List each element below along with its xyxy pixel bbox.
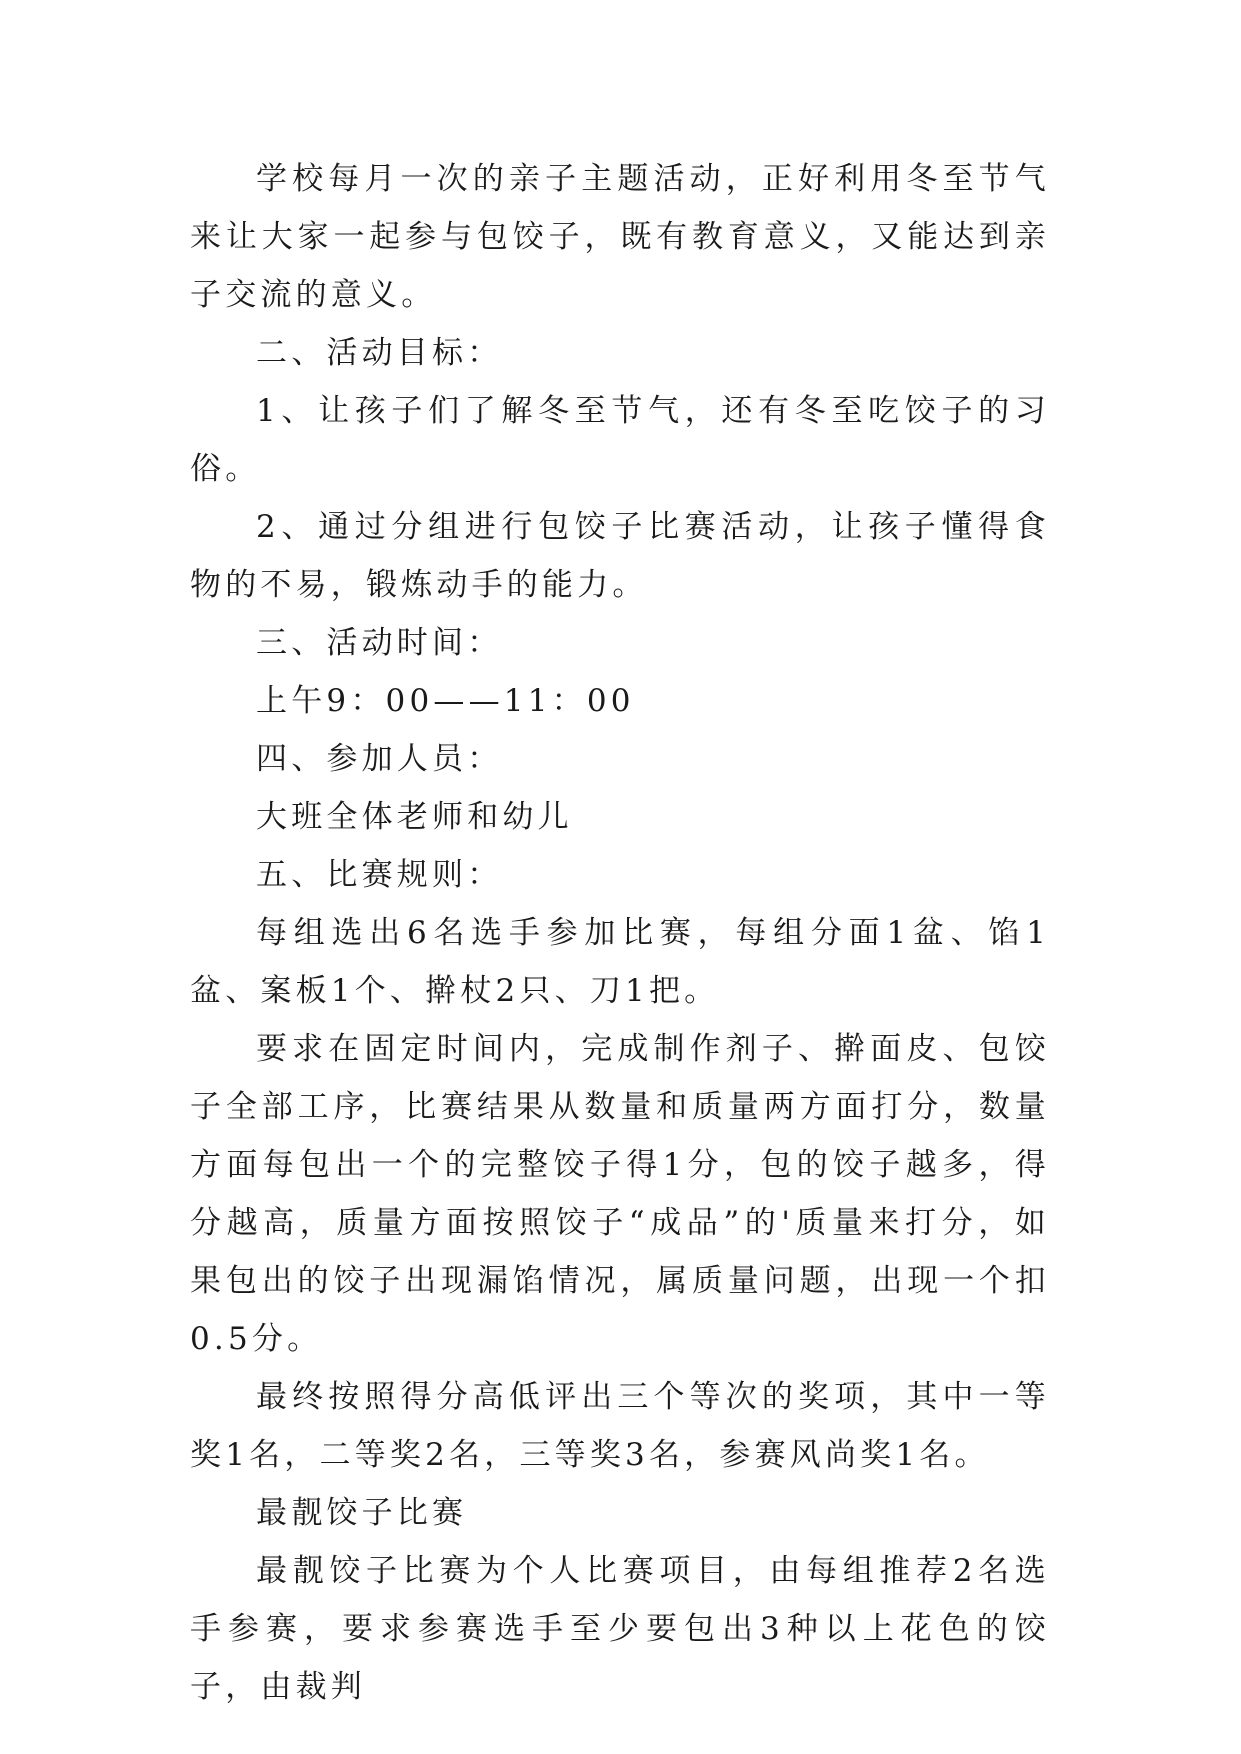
heading-participants: 四、参加人员： bbox=[256, 741, 503, 777]
goal-item-2: 2、通过分组进行包饺子比赛活动，让孩子懂得食物的不易，锻炼动手的能力。 bbox=[190, 509, 1050, 603]
rules-paragraph-2: 要求在固定时间内，完成制作剂子、擀面皮、包饺子全部工序，比赛结果从数量和质量两方面打分，数量方面每包出一个的完整饺子得1分，包的饺子越多，得分越高，质量方面按照饺子“成品”的'质量来打分，如果包出的饺子出现漏馅情况，属质量问题，出现一个扣0.5分。 bbox=[190, 1031, 1050, 1357]
rules-paragraph-3: 最终按照得分高低评出三个等次的奖项，其中一等奖1名，二等奖2名，三等奖3名，参赛风尚奖1名。 bbox=[190, 1379, 1050, 1473]
rules-paragraph-1: 每组选出6名选手参加比赛，每组分面1盆、馅1盆、案板1个、擀杖2只、刀1把。 bbox=[190, 915, 1050, 1009]
activity-time-value: 上午9：00——11：00 bbox=[256, 683, 635, 719]
heading-best-dumpling: 最靓饺子比赛 bbox=[256, 1495, 468, 1531]
best-dumpling-paragraph: 最靓饺子比赛为个人比赛项目，由每组推荐2名选手参赛，要求参赛选手至少要包出3种以上花色的饺子，由裁判 bbox=[190, 1553, 1050, 1705]
goal-item-1: 1、让孩子们了解冬至节气，还有冬至吃饺子的习俗。 bbox=[190, 393, 1050, 487]
paragraph-intro: 学校每月一次的亲子主题活动，正好利用冬至节气来让大家一起参与包饺子，既有教育意义，又能达到亲子交流的意义。 bbox=[190, 161, 1050, 313]
participants-value: 大班全体老师和幼儿 bbox=[256, 799, 573, 835]
document-body bbox=[190, 150, 1050, 1716]
heading-activity-goals: 二、活动目标： bbox=[256, 335, 503, 371]
heading-rules: 五、比赛规则： bbox=[256, 857, 503, 893]
heading-activity-time: 三、活动时间： bbox=[256, 625, 503, 661]
